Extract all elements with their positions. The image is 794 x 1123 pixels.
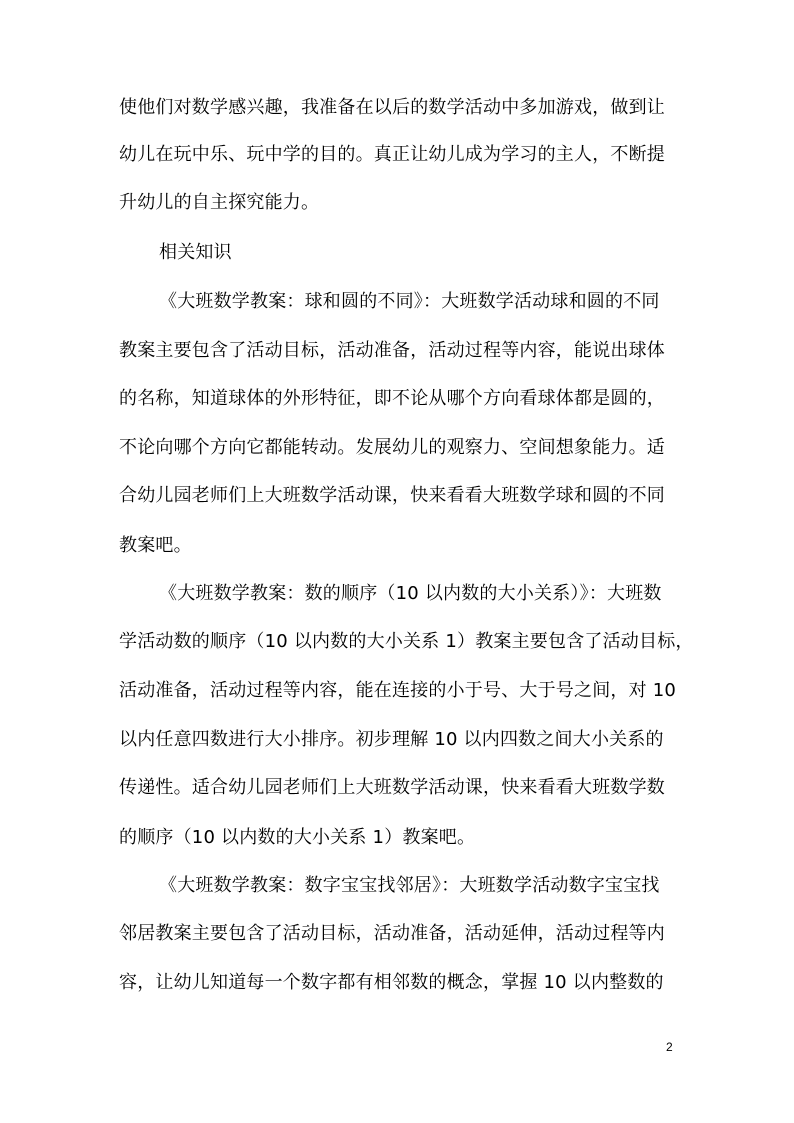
paragraph-line: 《大班数学教案：球和圆的不同》：大班数学活动球和圆的不同 <box>159 291 660 312</box>
paragraph-line: 合幼儿园老师们上大班数学活动课，快来看看大班数学球和圆的不同 <box>119 485 665 506</box>
section-heading: 相关知识 <box>159 242 232 263</box>
paragraph-line: 的名称，知道球体的外形特征，即不论从哪个方向看球体都是圆的， <box>119 388 665 409</box>
paragraph-line: 传递性。适合幼儿园老师们上大班数学活动课，快来看看大班数学数 <box>119 777 665 798</box>
paragraph-line: 邻居教案主要包含了活动目标，活动准备，活动延伸，活动过程等内 <box>119 923 665 944</box>
paragraph-line: 以内任意四数进行大小排序。初步理解 10 以内四数之间大小关系的 <box>119 729 664 750</box>
paragraph-line: 容，让幼儿知道每一个数字都有相邻数的概念，掌握 10 以内整数的 <box>119 972 664 993</box>
paragraph-line: 教案吧。 <box>119 535 192 556</box>
paragraph-line: 升幼儿的自主探究能力。 <box>119 192 320 213</box>
paragraph-line: 幼儿在玩中乐、玩中学的目的。真正让幼儿成为学习的主人，不断提 <box>119 144 665 165</box>
paragraph-line: 教案主要包含了活动目标，活动准备，活动过程等内容，能说出球体 <box>119 340 665 361</box>
paragraph-line: 使他们对数学感兴趣，我准备在以后的数学活动中多加游戏，做到让 <box>119 97 665 118</box>
paragraph-line: 《大班数学教案：数字宝宝找邻居》：大班数学活动数字宝宝找 <box>159 875 660 896</box>
paragraph-line: 不论向哪个方向它都能转动。发展幼儿的观察力、空间想象能力。适 <box>119 437 665 458</box>
paragraph-line: 学活动数的顺序（10 以内数的大小关系 1）教案主要包含了活动目标， <box>119 631 694 652</box>
paragraph-line: 的顺序（10 以内数的大小关系 1）教案吧。 <box>119 827 476 848</box>
paragraph-line: 《大班数学教案：数的顺序（10 以内数的大小关系）》：大班数 <box>159 583 662 604</box>
paragraph-line: 活动准备，活动过程等内容，能在连接的小于号、大于号之间，对 10 <box>119 680 677 701</box>
page-number: 2 <box>666 1040 673 1054</box>
